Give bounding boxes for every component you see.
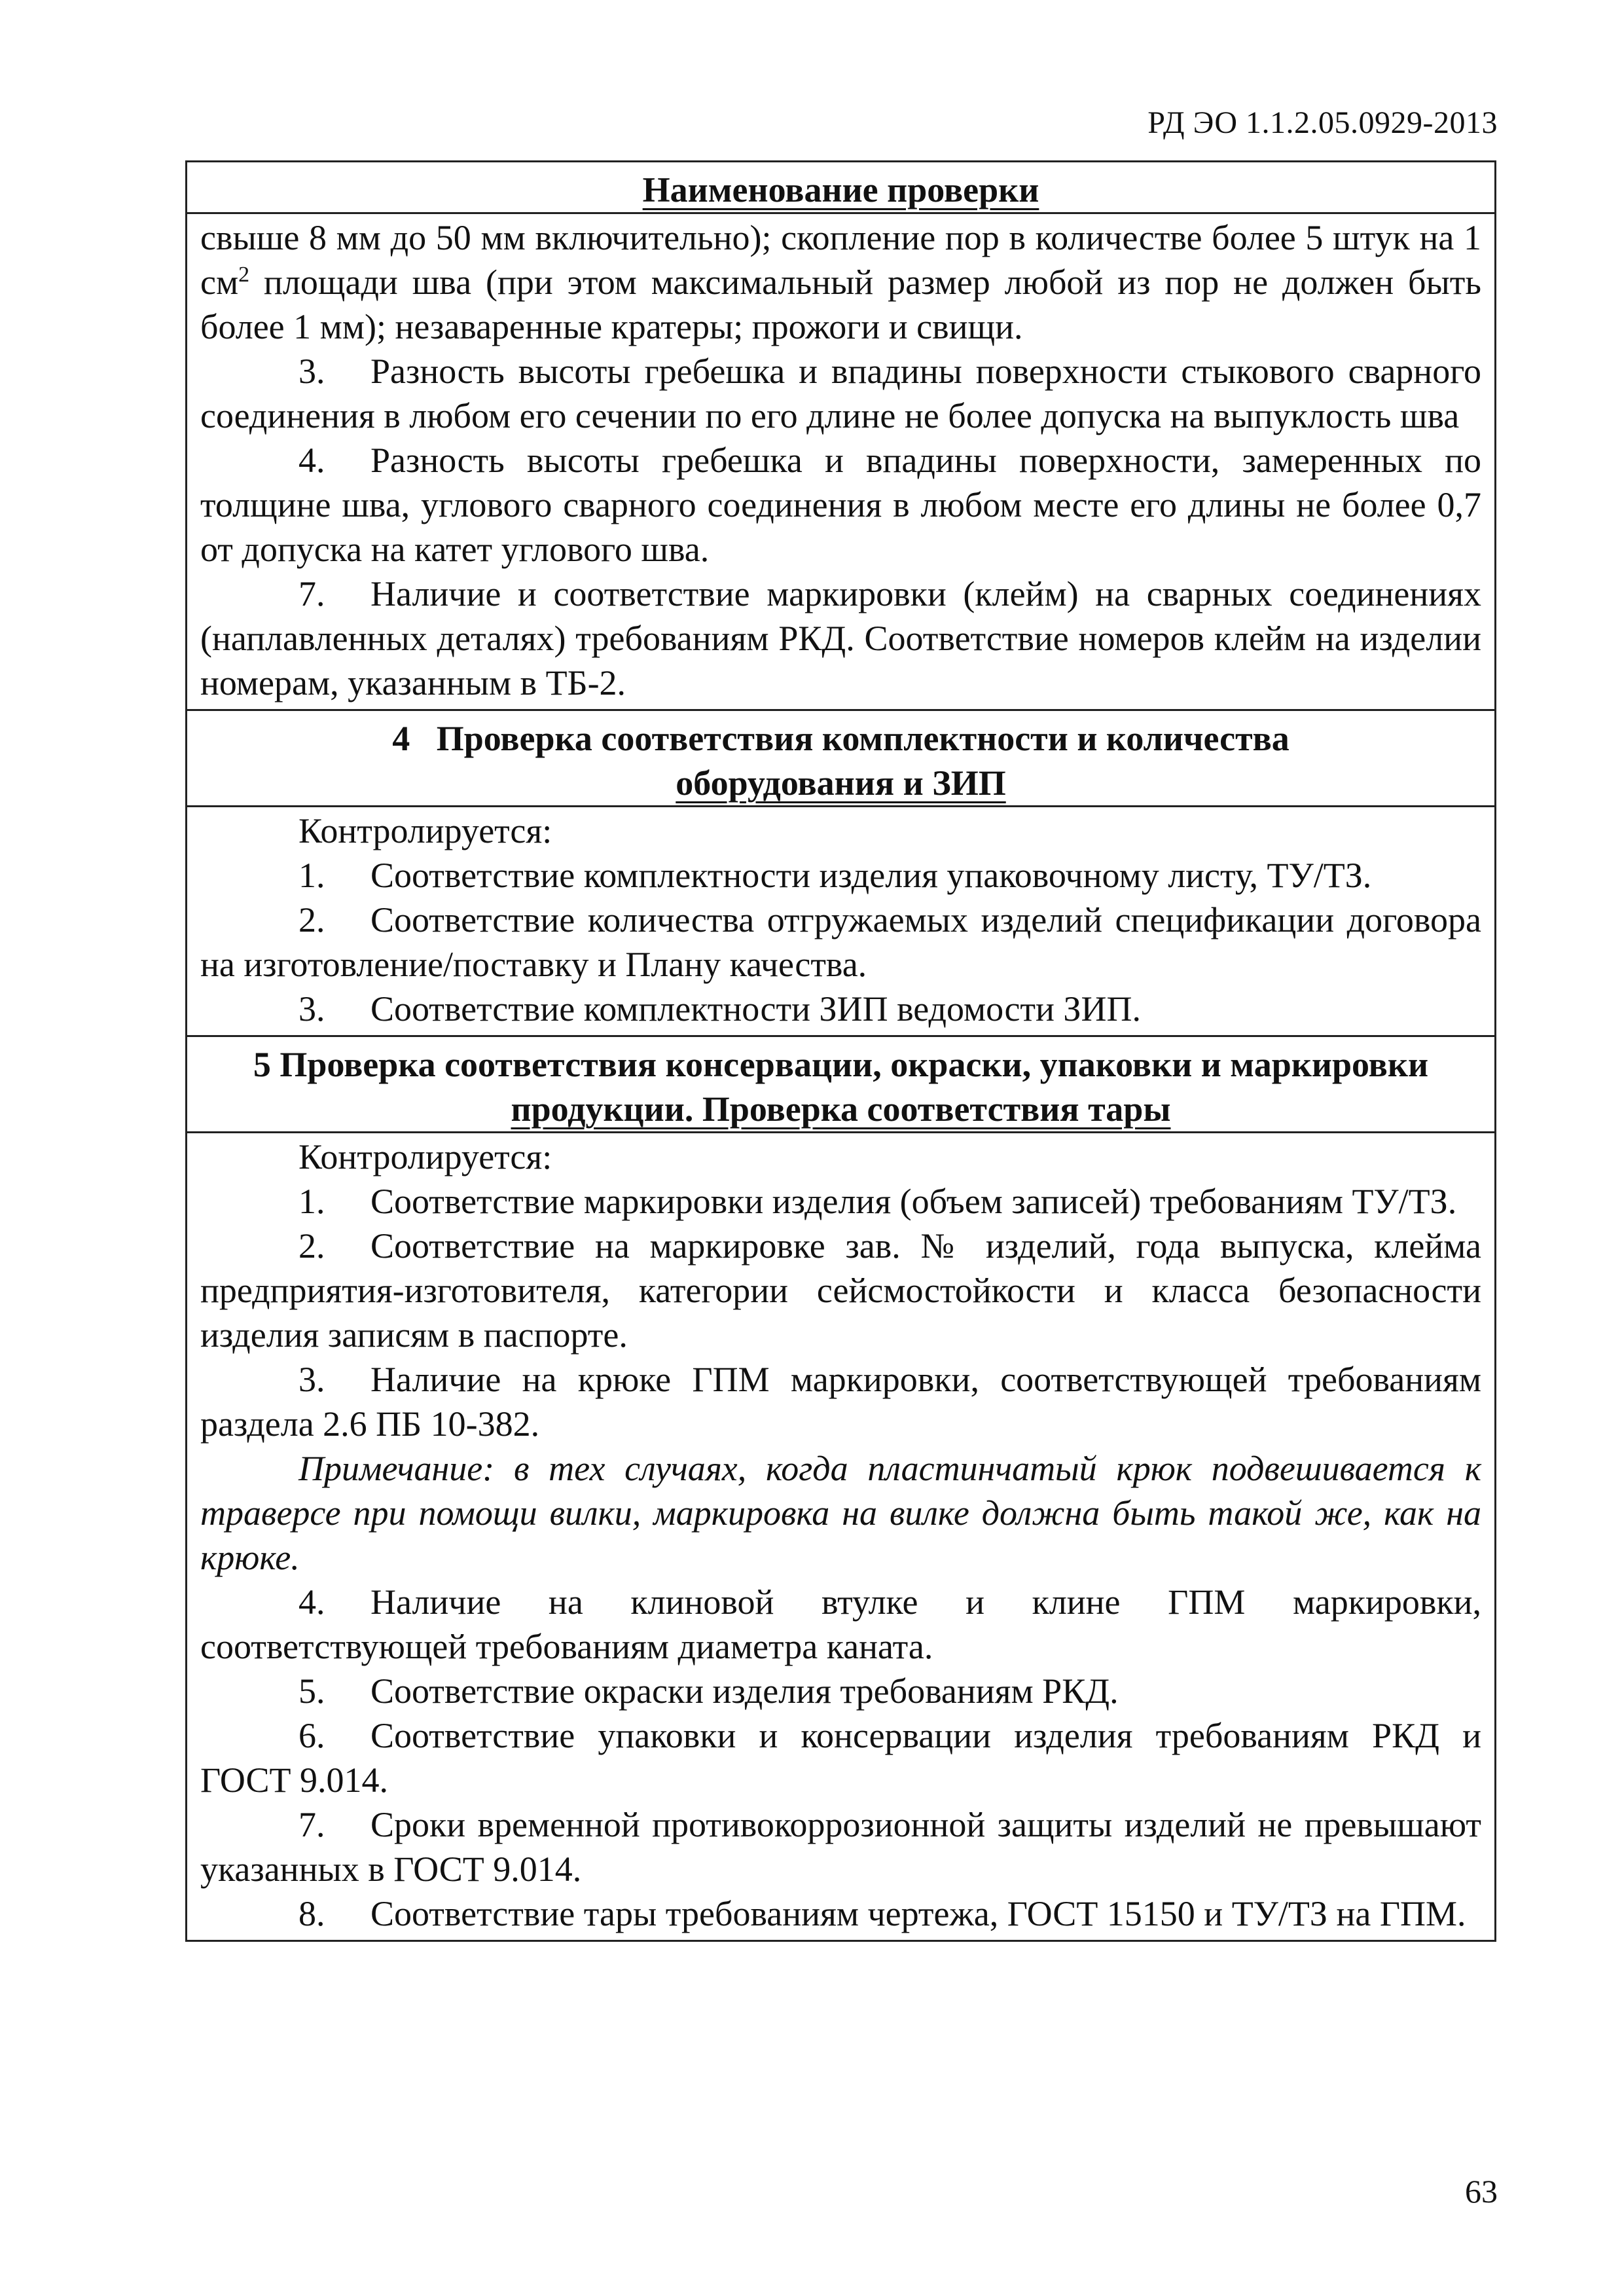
list-item: 8. Соответствие тары требованиям чертежа, ГОСТ 15150 и ТУ/ТЗ на ГПМ. (298, 1894, 1466, 1933)
list-item: 7. Сроки временной противокоррозионной защиты изделий не превышают указанных в ГОСТ 9.014. (200, 1805, 1481, 1889)
list-item: 1. Соответствие комплектности изделия упаковочному листу, ТУ/ТЗ. (298, 856, 1372, 895)
page-number: 63 (1465, 2173, 1498, 2210)
inspection-table (185, 160, 1496, 1942)
list-item: 2. Соответствие на маркировке зав. № изделий, года выпуска, клейма предприятия-изготовителя, категории сейсмостойкости и класса безопасности изделия записям в паспорте. (200, 1226, 1481, 1355)
column-header-text: Наименование проверки (642, 170, 1039, 210)
section-4-title: 4 Проверка соответствия комплектности и количества оборудования и ЗИП (392, 719, 1290, 803)
continued-section-row (187, 214, 1494, 711)
list-item: 2. Соответствие количества отгружаемых изделий спецификации договора на изготовление/поставку и Плану качества. (200, 900, 1481, 984)
list-item: 6. Соответствие упаковки и консервации изделия требованиям РКД и ГОСТ 9.014. (200, 1716, 1481, 1800)
list-item: 7. Наличие и соответствие маркировки (клейм) на сварных соединениях (наплавленных деталях) требованиям РКД. Соответствие номеров клейм на изделии номерам, указанным в ТБ-2. (200, 574, 1481, 702)
document-code: РД ЭО 1.1.2.05.0929-2013 (1147, 105, 1498, 140)
section-4-body (187, 807, 1494, 1035)
section-4-header-row (187, 711, 1494, 807)
table-header-row (187, 162, 1494, 214)
continued-paragraph: свыше 8 мм до 50 мм включительно); скопление пор в количестве более 5 штук на 1 $см^2$ площади шва (при этом максимальный размер любой из пор не должен быть более 1 мм); незаваренные кратеры; прожоги и свищи. (200, 218, 1481, 346)
section-5-header-row (187, 1037, 1494, 1133)
section-5-body-row (187, 1133, 1494, 1940)
section-intro: Контролируется: (298, 811, 552, 850)
continued-section-body (187, 214, 1494, 709)
column-header (187, 162, 1494, 212)
list-item: 3. Наличие на крюке ГПМ маркировки, соответствующей требованиям раздела 2.6 ПБ 10-382. (200, 1360, 1481, 1444)
note-paragraph: Примечание: в тех случаях, когда пластинчатый крюк подвешивается к траверсе при помощи вилки, маркировка на вилке должна быть такой же, как на крюке. (200, 1449, 1481, 1577)
list-item: 3. Разность высоты гребешка и впадины поверхности стыкового сварного соединения в любом его сечении по его длине не более допуска на выпуклость шва (200, 352, 1481, 435)
list-item: 3. Соответствие комплектности ЗИП ведомости ЗИП. (298, 989, 1141, 1029)
list-item: 4. Наличие на клиновой втулке и клине ГПМ маркировки, соответствующей требованиям диаметра каната. (200, 1582, 1481, 1666)
section-4-body-row (187, 807, 1494, 1037)
list-item: 5. Соответствие окраски изделия требованиям РКД. (298, 1671, 1119, 1711)
list-item: 4. Разность высоты гребешка и впадины поверхности, замеренных по толщине шва, углового сварного соединения в любом месте его длины не более 0,7 от допуска на катет углового шва. (200, 441, 1481, 569)
section-intro: Контролируется: (298, 1137, 552, 1176)
list-item: 1. Соответствие маркировки изделия (объем записей) требованиям ТУ/ТЗ. (298, 1182, 1457, 1221)
section-5-title: 5 Проверка соответствия консервации, окраски, упаковки и маркировки продукции. Проверка соответствия тары (253, 1045, 1429, 1129)
section-5-body (187, 1133, 1494, 1940)
